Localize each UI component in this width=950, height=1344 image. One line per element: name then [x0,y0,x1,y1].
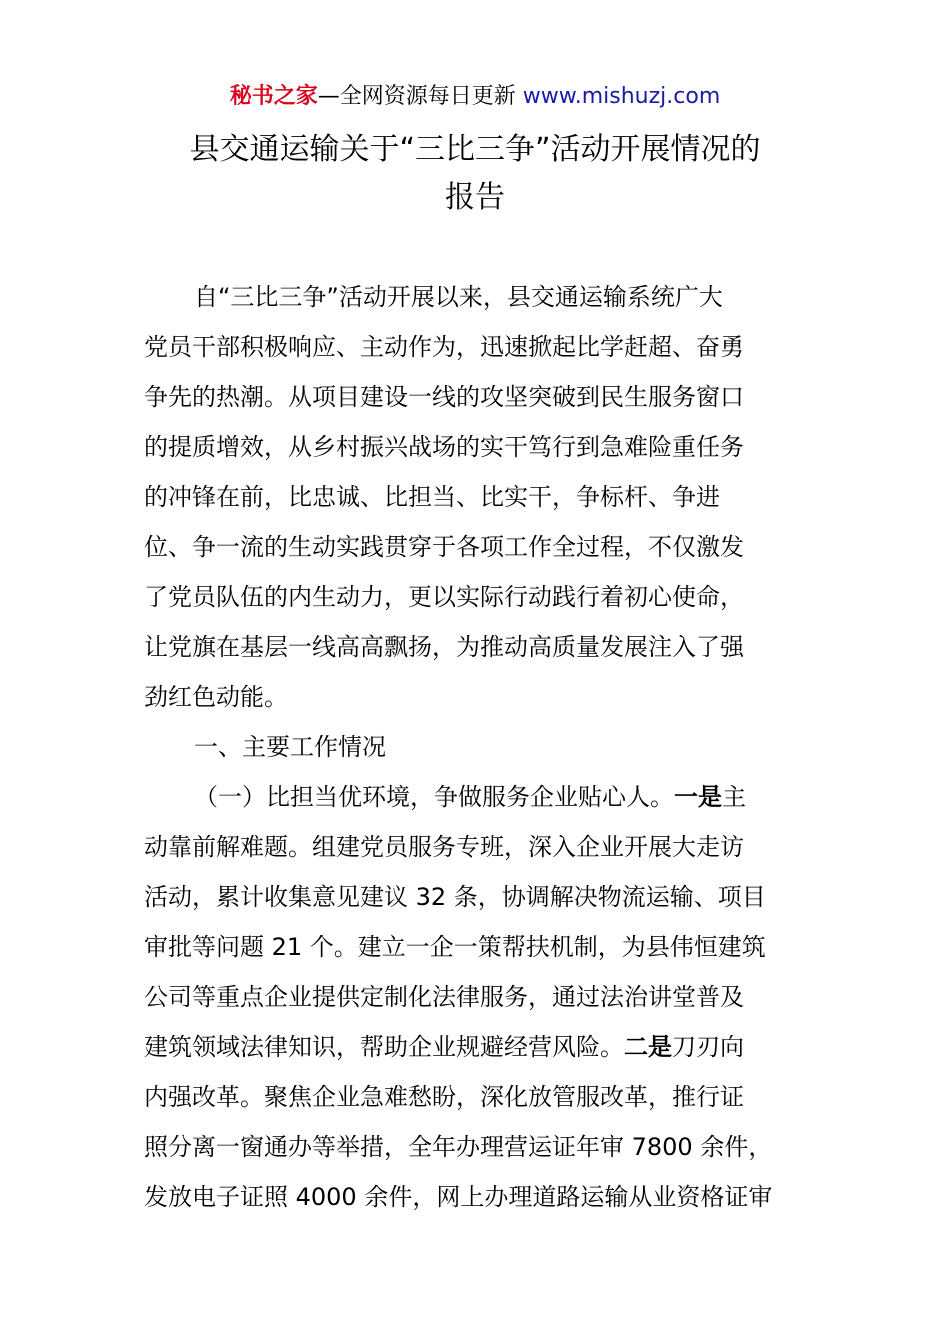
paragraph-text: 主 [722,783,746,811]
paragraph-text: 建筑领域法律知识，帮助企业规避经营风险。 [144,1033,624,1061]
brand-name: 秘书之家 [229,84,318,109]
document-title [140,126,810,222]
site-header [0,80,950,114]
paragraph-line: 动靠前解难题。组建党员服务专班，深入企业开展大走访 [144,833,744,861]
point-marker: 二是 [624,1033,672,1061]
subsection-heading: （一）比担当优环境，争做服务企业贴心人。 [194,783,674,811]
intro-line: 劲红色动能。 [144,683,288,711]
paragraph-line: 发放电子证照 4000 余件，网上办理道路运输从业资格证审 [144,1183,773,1211]
intro-line: 了党员队伍的内生动力，更以实际行动践行着初心使命， [144,583,744,611]
paragraph-line: 审批等问题 21 个。建立一企一策帮扶机制，为县伟恒建筑 [144,933,766,961]
intro-line: 党员干部积极响应、主动作为，迅速掀起比学赶超、奋勇 [144,333,744,361]
paragraph-line: 公司等重点企业提供定制化法律服务，通过法治讲堂普及 [144,983,744,1011]
intro-line: 位、争一流的生动实践贯穿于各项工作全过程，不仅激发 [144,533,744,561]
document-body [144,272,814,1222]
intro-line: 让党旗在基层一线高高飘扬，为推动高质量发展注入了强 [144,633,744,661]
intro-line: 的提质增效，从乡村振兴战场的实干笃行到急难险重任务 [144,433,744,461]
intro-line: 的冲锋在前，比忠诚、比担当、比实干，争标杆、争进 [144,483,720,511]
paragraph-line: 内强改革。聚焦企业急难愁盼，深化放管服改革，推行证 [144,1083,744,1111]
paragraph-text: 刀刃向 [672,1033,744,1061]
paragraph-line: 照分离一窗通办等举措，全年办理营运证年审 7800 余件， [144,1133,773,1161]
intro-paragraph [144,272,814,722]
title-line-1: 县交通运输关于“三比三争”活动开展情况的 [189,132,761,167]
title-line-2: 报告 [445,180,505,215]
section-heading: 一、主要工作情况 [194,733,386,761]
site-url-link[interactable]: www.mishuzj.com [522,84,721,109]
point-marker: 一是 [674,783,722,811]
intro-line: 自“三比三争”活动开展以来，县交通运输系统广大 [194,283,723,311]
intro-line: 争先的热潮。从项目建设一线的攻坚突破到民生服务窗口 [144,383,744,411]
paragraph-line [144,772,814,822]
paragraph-line: 活动，累计收集意见建议 32 条，协调解决物流运输、项目 [144,883,766,911]
section-paragraph [144,772,814,1222]
header-tagline: —全网资源每日更新 [317,84,523,109]
paragraph-line [144,1022,814,1072]
